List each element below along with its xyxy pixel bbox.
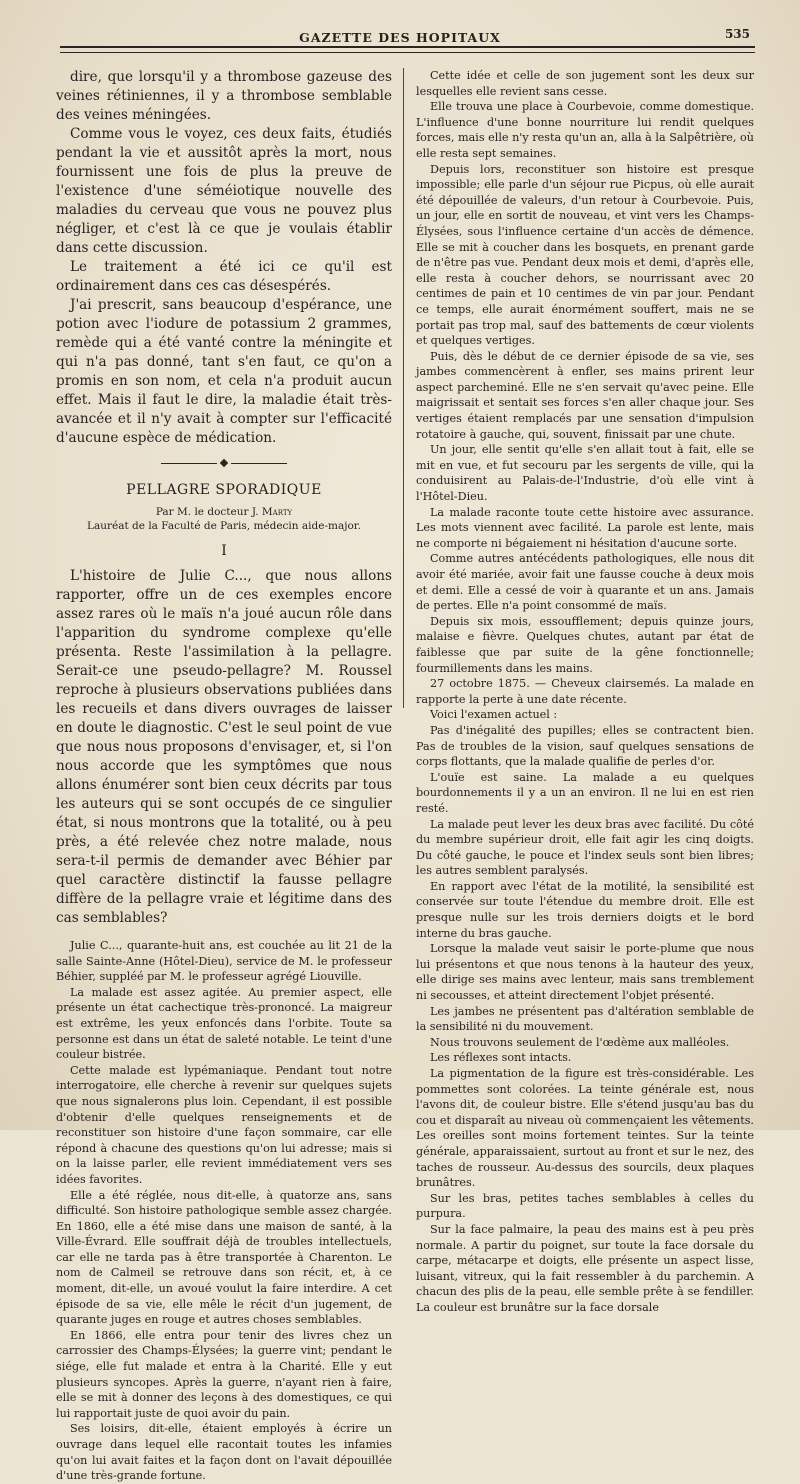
- paragraph: La malade raconte toute cette histoire avec assurance. Les mots viennent avec facilité. La parole est lente, mais ne comporte ni bégaiement ni hésitation d'aucune sorte.: [416, 505, 754, 550]
- paragraph: Cette idée et celle de son jugement sont les deux sur lesquelles elle revient sans cesse.: [416, 69, 754, 98]
- paragraph: Le traitement a été ici ce qu'il est ordinairement dans ces cas désespérés.: [56, 259, 392, 294]
- page-number: 535: [724, 27, 750, 41]
- body-small-section: [56, 938, 392, 1484]
- paragraph: Comme autres antécédents pathologiques, elle nous dit avoir été mariée, avoir fait une fausse couche à deux mois et demi. Elle a cessé de voir à quarante et un ans. Jamais de pertes. Elle n'a point consommé de maïs.: [416, 552, 754, 613]
- paragraph: Comme vous le voyez, ces deux faits, étudiés pendant la vie et aussitôt après la mort, nous fournissent une fois de plus la preuve de l'existence d'une séméiotique nouvelle des maladies du cerveau que vous ne pouvez plus négliger, et c'est là ce que je voulais établir dans cette discussion.: [56, 126, 392, 256]
- paragraph: Elle trouva une place à Courbevoie, comme domestique. L'influence d'une bonne nourriture lui rendit quelques forces, mais elle n'y resta qu'un an, alla à la Salpêtrière, où elle resta sept semaines.: [416, 100, 754, 160]
- paragraph: dire, que lorsqu'il y a thrombose gazeuse des veines rétiniennes, il y a thrombose semblable des veines méningées.: [56, 69, 392, 123]
- paragraph: Sur les bras, petites taches semblables à celles du purpura.: [416, 1191, 754, 1221]
- paragraph: Pas d'inégalité des pupilles; elles se contractent bien. Pas de troubles de la vision, sauf quelques sensations de corps flottants, que la malade qualifie de perles d'or.: [416, 723, 754, 769]
- paragraph: L'histoire de Julie C..., que nous allons rapporter, offre un de ces exemples encore assez rares où le maïs n'a joué aucun rôle dans l'apparition du syndrome complexe qu'elle présenta. Reste l'assimilation à la pellagre. Serait-ce une pseudo-pellagre? M. Roussel reproche à plusieurs observations publiées dans les recueils et dans divers ouvrages de laisser en doute le diagnostic. C'est le seul point de vue que nous nous proposons d'envisager, et, si l'on nous accorde que les symptômes que nous allons énumérer sont bien ceux décrits par tous les auteurs qui se sont occupés de ce singulier état, si nous montrons que la totalité, ou à peu près, a été relevée chez notre malade, nous sera-t-il permis de demander avec Béhier par quel caractère distinctif la fausse pellagre diffère de la pellagre vraie et légitime dans des cas semblables?: [56, 568, 392, 926]
- paragraph: Depuis lors, reconstituer son histoire est presque impossible; elle parle d'un séjour rue Picpus, où elle aurait été dépouillée de valeurs, d'un retour à Courbevoie. Puis, un jour, elle en sortit de nouveau, et vint vers les Champs-Élysées, sous l'influence certaine d'un accès de démence. Elle se mit à coucher dans les bosquets, en prenant garde de n'être pas vue. Pendant deux mois et demi, d'après elle, elle resta à coucher dehors, se nourrissant avec 20 centimes de pain et 10 centimes de vin par jour. Pendant ce temps, elle aurait énormément souffert, mais ne se portait pas trop mal, sauf des battements de cœur violents et quelques vertiges.: [416, 162, 754, 348]
- paragraph: Sur la face palmaire, la peau des mains est à peu près normale. A partir du poignet, sur toute la face dorsale du carpe, métacarpe et doigts, elle présente un aspect lisse, luisant, vitreux, qui la fait ressembler à du parchemin. A chacun des plis de la peau, elle semble prête à se fendiller. La couleur est brunâtre sur la face dorsale: [416, 1222, 754, 1314]
- paragraph: Nous trouvons seulement de l'œdème aux malléoles.: [430, 1035, 730, 1049]
- section-number: I: [221, 542, 227, 559]
- paragraph: J'ai prescrit, sans beaucoup d'espérance, une potion avec l'iodure de potassium 2 grammes, remède qui a été vanté contre la méningite et qui n'a pas donné, tant s'en faut, ce qu'on a promis en son nom, et cela n'a produit aucun effet. Mais il faut le dire, la maladie était très-avancée et il n'y avait à compter sur l'efficacité d'aucune espèce de médication.: [56, 297, 392, 446]
- paragraph: Depuis six mois, essoufflement; depuis quinze jours, malaise e fièvre. Quelques chutes, autant par état de faiblesse que par suite de la gêne fonctionnelle; fourmillements dans les mains.: [416, 614, 754, 675]
- intro-section: [56, 68, 392, 448]
- header-rule: [60, 46, 755, 53]
- right-body-section: [416, 68, 754, 1316]
- paragraph: 27 octobre 1875. — Cheveux clairsemés. La malade en rapporte la perte à une date récente.: [416, 677, 754, 706]
- body-large-section: [56, 567, 392, 928]
- right-column: [416, 68, 754, 1316]
- paragraph: Les jambes ne présentent pas d'altération semblable de la sensibilité ni du mouvement.: [416, 1004, 754, 1034]
- byline-author-name: Marty: [261, 505, 293, 518]
- paragraph: Elle a été réglée, nous dit-elle, à quatorze ans, sans difficulté. Son histoire pathologique semble assez chargée. En 1860, elle a été mise dans une maison de santé, à la Ville-Évrard. Elle souffrait déjà de troubles intellectuels, car elle ne tarda pas à être transportée à Charenton. Le nom de Calmeil se retrouve dans son récit, et, à ce moment, dit-elle, un avoué voulut la faire interdire. A cet épisode de sa vie, elle mêle le récit d'un jugement, de quarante juges en rouge et autres choses semblables.: [56, 1188, 392, 1327]
- column-divider: [403, 68, 404, 708]
- paragraph: Les réflexes sont intacts.: [430, 1051, 572, 1065]
- paragraph: Un jour, elle sentit qu'elle s'en allait tout à fait, elle se mit en vue, et fut secouru par les sergents de ville, qui la conduisirent au Palais-de-l'Industrie, d'où elle vint à l'Hôtel-Dieu.: [416, 443, 754, 504]
- byline-prefix: Par M. le docteur J.: [155, 505, 259, 518]
- running-header-title: GAZETTE DES HOPITAUX: [299, 30, 501, 45]
- section-divider-ornament: [56, 452, 392, 474]
- paragraph: Julie C..., quarante-huit ans, est couchée au lit 21 de la salle Sainte-Anne (Hôtel-Dieu), service de M. le professeur Béhier, suppléé par M. le professeur agrégé Liouville.: [56, 939, 392, 984]
- paragraph: En 1866, elle entra pour tenir des livres chez un carrossier des Champs-Élysées; la guerre vint; pendant le siége, elle fut malade et entra à la Charité. Elle y eut plusieurs syncopes. Après la guerre, n'ayant rien à faire, elle se mit à donner des leçons à des domestiques, ce qui lui rapportait juste de quoi avoir du pain.: [56, 1328, 392, 1420]
- paragraph: En rapport avec l'état de la motilité, la sensibilité est conservée sur toute l'étendue du membre droit. Elle est presque nulle sur les trois derniers doigts et le bord interne du bras gauche.: [416, 879, 754, 940]
- paragraph: Lorsque la malade veut saisir le porte-plume que nous lui présentons et que nous tenons à la hauteur des yeux, elle dirige ses mains avec lenteur, mais sans tremblement ni secousses, et atteint directement l'objet présenté.: [416, 942, 754, 1003]
- left-column: [56, 68, 392, 1484]
- paragraph: Ses loisirs, dit-elle, étaient employés à écrire un ouvrage dans lequel elle racontait toutes les infamies qu'on lui avait faites et la façon dont on l'avait dépouillée d'une très-grande fortune.: [56, 1422, 392, 1483]
- byline-affiliation: Lauréat de la Faculté de Paris, médecin aide-major.: [87, 519, 361, 532]
- paragraph: La malade peut lever les deux bras avec facilité. Du côté du membre supérieur droit, elle fait agir les cinq doigts. Du côté gauche, le pouce et l'index seuls sont bien libres; les autres semblent paralysés.: [416, 817, 754, 878]
- article-byline: [56, 505, 392, 519]
- paragraph: La pigmentation de la figure est très-considérable. Les pommettes sont colorées. La teinte générale est, nous l'avons dit, de couleur bistre. Elle s'étend jusqu'au bas du cou et disparaît au niveau où commençaient les vêtements. Les oreilles sont moins fortement teintes. Sur la teinte générale, apparaissaient, surtout au front et sur le nez, des taches de rousseur. Au-dessus des sourcils, deux plaques brunâtres.: [416, 1067, 754, 1190]
- paragraph: Puis, dès le début de ce dernier épisode de sa vie, ses jambes commencèrent à enfler, ses mains prirent leur aspect parcheminé. Elle ne s'en servait qu'avec peine. Elle maigrissait et sentait ses forces s'en aller chaque jour. Ses vertiges étaient remplacés par une sensation d'impulsion rotatoire à gauche, qui, souvent, finissait par une chute.: [416, 349, 754, 441]
- article-title: PELLAGRE SPORADIQUE: [126, 482, 322, 498]
- paragraph: Voici l'examen actuel :: [430, 708, 558, 722]
- paragraph: Cette malade est lypémaniaque. Pendant tout notre interrogatoire, elle cherche à revenir sur quelques sujets que nous signalerons plus loin. Cependant, il est possible d'obtenir d'elle quelques renseignements et de reconstituer son histoire d'une façon sommaire, car elle répond à chacune des questions qu'on lui adresse; mais si on la laisse parler, elle revient immédiatement vers ses idées favorites.: [56, 1063, 392, 1186]
- paragraph: L'ouïe est saine. La malade a eu quelques bourdonnements il y a un an environ. Il ne lui en est rien resté.: [416, 770, 754, 815]
- paragraph: La malade est assez agitée. Au premier aspect, elle présente un état cachectique très-prononcé. La maigreur est extrême, les yeux enfoncés dans l'orbite. Toute sa personne est dans un état de saleté notable. Le teint d'une couleur bistrée.: [56, 985, 392, 1062]
